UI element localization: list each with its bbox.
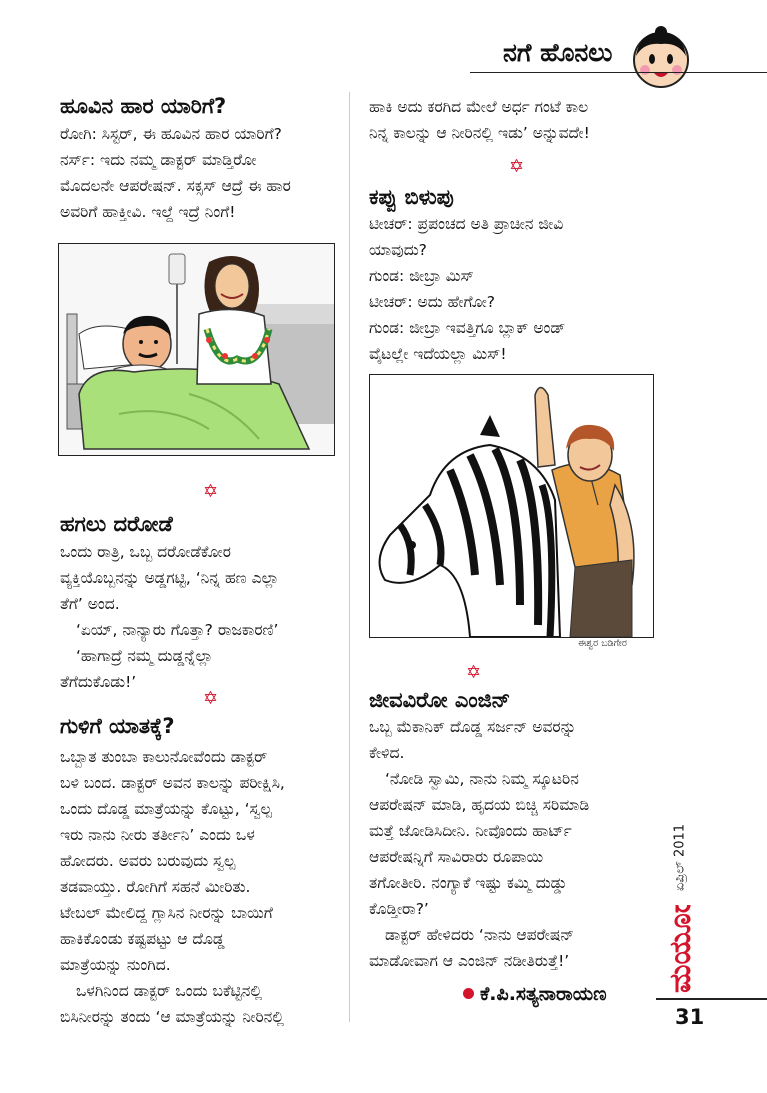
footer-rule [656, 998, 767, 1000]
joke-line: ರೋಗಿ: ಸಿಸ್ಟರ್, ಈ ಹೂವಿನ ಹಾರ ಯಾರಿಗೆ? [60, 125, 282, 143]
separator-star-icon: ✡ [466, 662, 482, 683]
joke-line: ಟೇಬಲ್ ಮೇಲಿದ್ದ ಗ್ಲಾಸಿನ ನೀರನ್ನು ಬಾಯಿಗೆ [60, 904, 273, 922]
joke-line: ವೈಟಲ್ಲೇ ಇದೆಯಲ್ಲಾ ಮಿಸ್! [369, 345, 507, 363]
joke-line: ‘ನೋಡಿ ಸ್ವಾಮಿ, ನಾನು ನಿಮ್ಮ ಸ್ಕೂಟರಿನ [385, 770, 579, 788]
joke-line: ಒಂದು ರಾತ್ರಿ, ಒಬ್ಬ ದರೋಡೆಕೋರ [60, 543, 231, 561]
author-byline [463, 983, 607, 1005]
author-name: ಕೆ.ಪಿ.ಸತ್ಯನಾರಾಯಣ [480, 983, 607, 1005]
mascot-face-icon [628, 26, 694, 90]
magazine-name: ಮಯೂರ [663, 905, 698, 993]
joke-line: ತಡವಾಯ್ತು. ರೋಗಿಗೆ ಸಹನೆ ಮೀರಿತು. [60, 878, 251, 896]
joke-line: ಮೊದಲನೇ ಆಪರೇಷನ್. ಸಕ್ಸಸ್ ಆದ್ರೆ ಈ ಹಾರ [60, 177, 291, 195]
joke-line: ಹಾಕಿಕೊಂಡು ಕಷ್ಟಪಟ್ಟು ಆ ದೊಡ್ಡ [60, 930, 225, 948]
joke-line: ಕೇಳಿದ. [369, 744, 405, 762]
joke-line: ಡಾಕ್ಟರ್ ಹೇಳಿದರು ‘ನಾನು ಆಪರೇಷನ್ [385, 926, 575, 944]
column-divider [349, 92, 350, 1022]
joke-line: ಮತ್ತೆ ಜೋಡಿಸಿದೀನಿ. ನೀವೊಂದು ಹಾರ್ಟ್ [369, 822, 572, 840]
joke-line: ನರ್ಸ್: ಇದು ನಮ್ಮ ಡಾಕ್ಟರ್ ಮಾಡ್ತಿರೋ [60, 151, 257, 169]
joke-line: ಇರು ನಾನು ನೀರು ತರ್ತೀನಿ’ ಎಂದು ಒಳ [60, 826, 255, 844]
joke-line: ಒಬ್ಬಾತ ತುಂಬಾ ಕಾಲುನೋವೆಂದು ಡಾಕ್ಟರ್ [60, 748, 268, 766]
joke-line: ನಿನ್ನ ಕಾಲನ್ನು ಆ ನೀರಿನಲ್ಲಿ ಇಡು’ ಅನ್ನುವದೇ! [369, 124, 590, 142]
joke-line: ಮಾತ್ರೆಯನ್ನು ನುಂಗಿದ. [60, 956, 171, 974]
joke-line: ಗುಂಡ: ಜೀಬ್ರಾ ಇವತ್ತಿಗೂ ಬ್ಲಾಕ್ ಅಂಡ್ [369, 319, 566, 337]
header-rule [470, 72, 767, 73]
separator-star-icon: ✡ [509, 156, 525, 177]
magazine-logo [658, 905, 698, 997]
joke-line: ಆಪರೇಷನ್ ಮಾಡಿ, ಹೃದಯ ಬಿಚ್ಚಿ ಸರಿಮಾಡಿ [369, 796, 590, 814]
joke-line: ಹೋದರು. ಅವರು ಬರುವುದು ಸ್ವಲ್ಪ [60, 852, 236, 870]
page-number: 31 [675, 1005, 705, 1029]
joke-line: ಬಿಸಿನೀರನ್ನು ತಂದು ‘ಆ ಮಾತ್ರೆಯನ್ನು ನೀರಿನಲ್ಲಿ [60, 1008, 284, 1026]
joke-line: ಆಪರೇಷನ್ನಿಗೆ ಸಾವಿರಾರು ರೂಪಾಯಿ [369, 848, 544, 866]
bullet-icon [463, 988, 474, 999]
joke-line: ಒಂದು ದೊಡ್ಡ ಮಾತ್ರೆಯನ್ನು ಕೊಟ್ಟು, ‘ಸ್ವಲ್ಪ [60, 800, 272, 818]
joke-line: ಒಬ್ಬ ಮೆಕಾನಿಕ್ ದೊಡ್ಡ ಸರ್ಜನ್ ಅವರನ್ನು [369, 718, 577, 736]
joke-title: ಹಗಲು ದರೋಡೆ [60, 512, 173, 536]
separator-star-icon: ✡ [203, 481, 219, 502]
joke-line: ಬಳಿ ಬಂದ. ಡಾಕ್ಟರ್ ಅವನ ಕಾಲನ್ನು ಪರೀಕ್ಷಿಸಿ, [60, 774, 285, 792]
joke-line: ಟೀಚರ್: ಪ್ರಪಂಚದ ಅತಿ ಪ್ರಾಚೀನ ಜೀವಿ [369, 215, 564, 233]
section-title: ನಗೆ ಹೊನಲು [503, 38, 613, 67]
issue-date-text: ಏಪ್ರಿಲ್ 2011 [672, 823, 688, 892]
joke-title: ಜೀವವಿರೋ ಎಂಜಿನ್ [369, 688, 511, 712]
illustration-credit: ಈಶ್ವರ ಬಡಿಗೇರ [578, 638, 627, 649]
joke-line: ಯಾವುದು? [369, 241, 427, 259]
separator-star-icon: ✡ [203, 688, 219, 709]
joke-line: ಗುಂಡ: ಜೀಬ್ರಾ ಮಿಸ್ [369, 267, 474, 285]
joke-line: ತೆಗೆದುಕೊಡು!’ [60, 673, 137, 691]
joke-line: ಒಳಗಿನಿಂದ ಡಾಕ್ಟರ್ ಒಂದು ಬಕೆಟ್ಟಿನಲ್ಲಿ [76, 982, 263, 1000]
joke-line: ಮಾಡೋವಾಗ ಆ ಎಂಜಿನ್ ನಡೀತಿರುತ್ತೆ!’ [369, 952, 570, 970]
joke-line: ಹಾಕಿ ಅದು ಕರಗಿದ ಮೇಲೆ ಅರ್ಧ ಗಂಟೆ ಕಾಲ [369, 98, 589, 116]
joke-line: ತಗೋತೀರಿ. ನಂಗ್ಯಾಕೆ ಇಷ್ಟು ಕಮ್ಮಿ ದುಡ್ಡು [369, 874, 568, 892]
joke-line: ವ್ಯಕ್ತಿಯೊಬ್ಬನನ್ನು ಅಡ್ಡಗಟ್ಟಿ, ‘ನಿನ್ನ ಹಣ ಎಲ್ಲಾ [60, 569, 279, 587]
joke-title: ಕಪ್ಪು ಬಿಳುಪು [369, 185, 454, 209]
joke-line: ಅವರಿಗೆ ಹಾಕ್ತೀವಿ. ಇಲ್ದೆ ಇದ್ರೆ ನಿಂಗೆ! [60, 203, 236, 221]
joke-line: ‘ಹಾಗಾದ್ರೆ ನಮ್ಮ ದುಡ್ಡನ್ನೆಲ್ಲಾ [76, 647, 213, 665]
hospital-illustration [58, 243, 335, 456]
zebra-illustration [369, 374, 654, 638]
issue-date [672, 820, 688, 900]
joke-title: ಗುಳಿಗೆ ಯಾತಕ್ಕೆ? [60, 714, 175, 738]
joke-line: ‘ಏಯ್, ನಾನ್ಯಾರು ಗೊತ್ತಾ? ರಾಜಕಾರಣಿ’ [76, 621, 279, 639]
joke-line: ಕೊಡ್ತೀರಾ?’ [369, 900, 429, 918]
joke-line: ಟೀಚರ್: ಅದು ಹೇಗೋ? [369, 293, 496, 311]
joke-title: ಹೂವಿನ ಹಾರ ಯಾರಿಗೆ? [60, 94, 227, 118]
joke-line: ತೆಗೆ’ ಅಂದ. [60, 595, 120, 613]
